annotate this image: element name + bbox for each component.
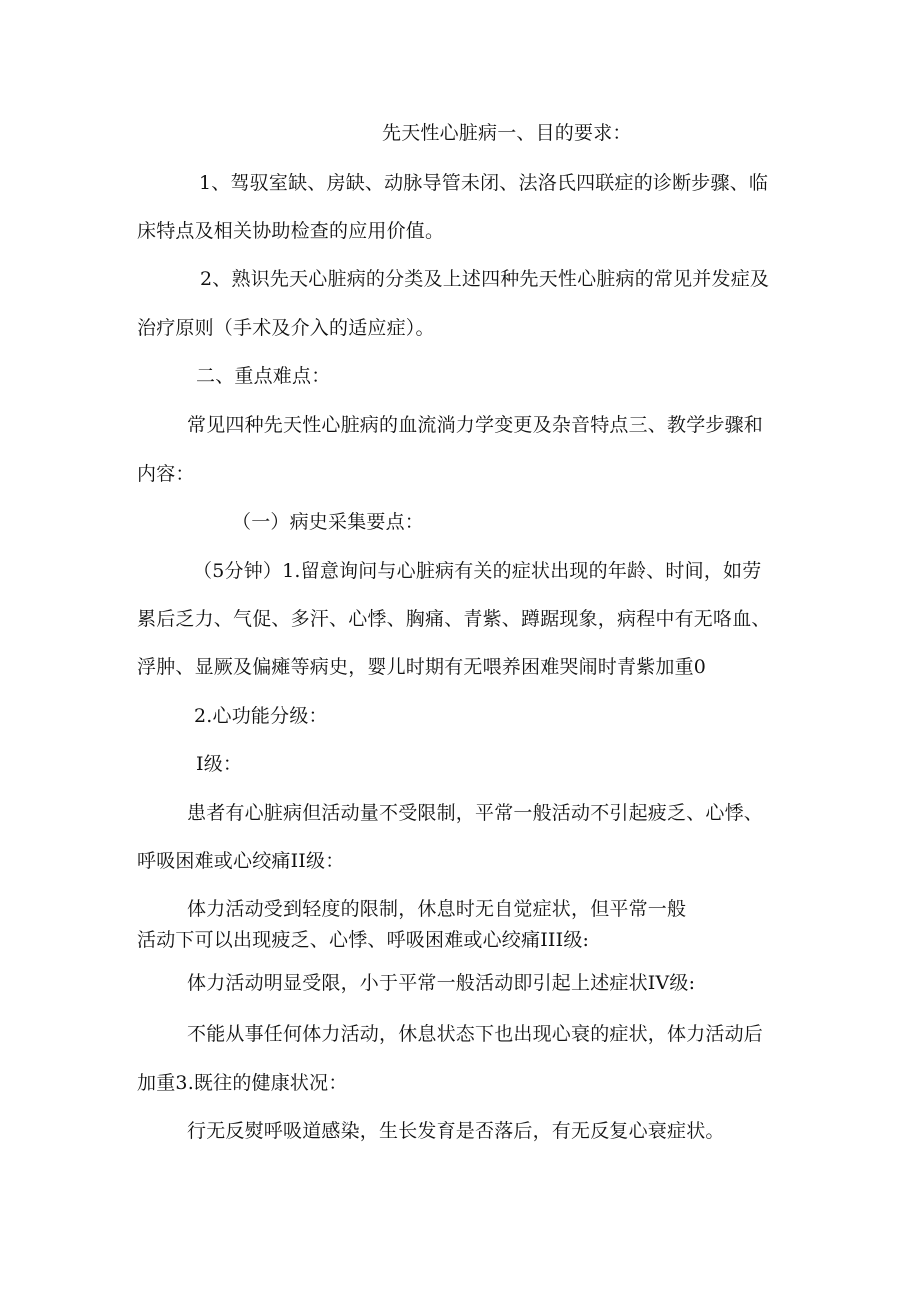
paragraph-line: 加重3.既往的健康状况：	[137, 1072, 348, 1094]
paragraph-line: 呼吸困难或心绞痛II级：	[137, 850, 345, 872]
document-title: 先天性心脏病一、目的要求：	[382, 122, 632, 144]
paragraph-line: 体力活动受到轻度的限制，休息时无自觉症状，但平常一般	[187, 898, 687, 920]
paragraph-line: 浮肿、显厥及偏瘫等病史，婴儿时期有无喂养困难哭闹时青紫加重0	[137, 656, 707, 678]
paragraph-line: （5分钟）1.留意询问与心脏病有关的症状出现的年龄、时间，如劳	[193, 560, 762, 582]
grade-heading: I级：	[196, 753, 243, 775]
paragraph-line: 治疗原则（手术及介入的适应症）。	[137, 317, 435, 339]
paragraph-line: 2、熟识先天心脏病的分类及上述四种先天性心脏病的常见并发症及	[200, 268, 770, 290]
paragraph-line: 体力活动明显受限，小于平常一般活动即引起上述症状IV级:	[187, 972, 696, 994]
paragraph-line: 内容：	[137, 463, 195, 485]
paragraph-line: 常见四种先天性心脏病的血流淌力学变更及杂音特点三、教学步骤和	[187, 414, 764, 436]
section-heading: 2.心功能分级：	[194, 705, 328, 727]
section-heading: 二、重点难点：	[196, 365, 331, 387]
paragraph-line: 床特点及相关协助检查的应用价值。	[137, 220, 445, 242]
paragraph-line: 行无反熨呼吸道感染，生长发育是否落后，有无反复心衰症状。	[187, 1120, 725, 1142]
paragraph-line: 活动下可以出现疲乏、心悸、呼吸困难或心绞痛III级:	[137, 929, 590, 951]
section-heading: （一）病史采集要点：	[232, 511, 425, 533]
paragraph-line: 1、驾驭室缺、房缺、动脉导管未闭、法洛氏四联症的诊断步骤、临	[199, 172, 769, 194]
paragraph-line: 累后乏力、气促、多汗、心悸、胸痛、青紫、蹲踞现象，病程中有无咯血、	[137, 608, 771, 630]
paragraph-line: 不能从事任何体力活动，休息状态下也出现心衰的症状，体力活动后	[187, 1023, 764, 1045]
paragraph-line: 患者有心脏病但活动量不受限制，平常一般活动不引起疲乏、心悸、	[187, 802, 764, 824]
